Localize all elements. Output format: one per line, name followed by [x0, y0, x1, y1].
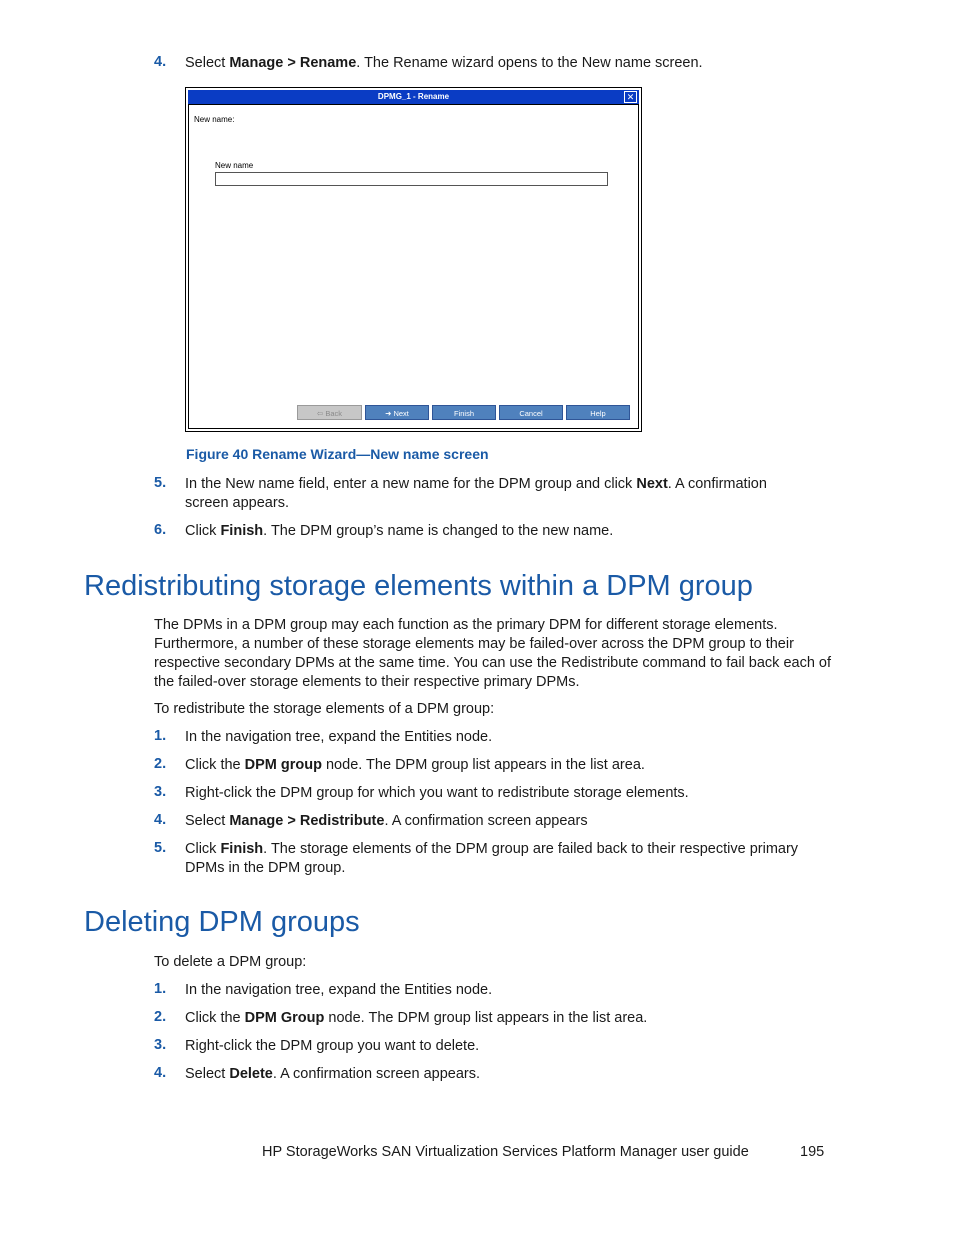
- step-number: 3.: [154, 1037, 167, 1053]
- back-arrow-icon: ⇦: [316, 409, 326, 418]
- step-text: Click Finish. The storage elements of the DPM group are failed back to their respective primary DPMs in the DPM group.: [185, 841, 799, 876]
- step-number: 1.: [154, 728, 167, 744]
- step-text: In the navigation tree, expand the Entities node.: [185, 729, 493, 745]
- new-name-input[interactable]: [215, 172, 608, 186]
- step-text: Right-click the DPM group for which you want to redistribute storage elements.: [185, 785, 689, 801]
- cancel-button[interactable]: Cancel: [499, 405, 563, 420]
- next-arrow-icon: ➜: [385, 409, 394, 418]
- step-text: Click the DPM Group node. The DPM group list appears in the list area.: [185, 1010, 648, 1026]
- step-number: 3.: [154, 784, 167, 800]
- step-number: 4.: [154, 812, 167, 828]
- step-text: In the New name field, enter a new name for the DPM group and click Next. A confirmation screen appears.: [185, 476, 767, 511]
- page-number: 195: [800, 1144, 825, 1160]
- step-text: Select Manage > Redistribute. A confirmation screen appears: [185, 813, 588, 829]
- wizard-heading-label: New name:: [194, 115, 235, 124]
- wizard-title-bar: [188, 90, 639, 104]
- figure-caption: Figure 40 Rename Wizard—New name screen: [186, 446, 489, 462]
- section-paragraph: The DPMs in a DPM group may each function as the primary DPM for different storage elements. Furthermore, a number of these storage elements may be failed-over across the DPM group to their respective secondary DPMs at the same time. You can use the Redistribute command to fail back each of the failed-over storage elements to their respective primary DPMs.: [154, 617, 832, 690]
- section-intro: To redistribute the storage elements of a DPM group:: [154, 701, 495, 717]
- step-number: 2.: [154, 1009, 167, 1025]
- step-number: 2.: [154, 756, 167, 772]
- step-number: 4.: [154, 54, 167, 70]
- step-text: Click Finish. The DPM group’s name is changed to the new name.: [185, 523, 614, 539]
- step-text: Right-click the DPM group you want to delete.: [185, 1038, 480, 1054]
- step-number: 5.: [154, 475, 167, 491]
- wizard-title: DPMG_1 - Rename: [377, 92, 450, 101]
- finish-button[interactable]: Finish: [432, 405, 496, 420]
- footer-title: HP StorageWorks SAN Virtualization Services Platform Manager user guide: [262, 1144, 749, 1160]
- back-button[interactable]: ⇦ Back: [297, 405, 362, 420]
- step-number: 5.: [154, 840, 167, 856]
- step-number: 1.: [154, 981, 167, 997]
- section-heading: Redistributing storage elements within a DPM group: [84, 570, 753, 602]
- wizard-body: [188, 104, 639, 429]
- next-button[interactable]: ➜ Next: [365, 405, 429, 420]
- rename-wizard-window: [185, 87, 642, 432]
- step-text: In the navigation tree, expand the Entities node.: [185, 982, 493, 998]
- section-intro: To delete a DPM group:: [154, 954, 307, 970]
- step-text: Select Delete. A confirmation screen appears.: [185, 1066, 481, 1082]
- help-button[interactable]: Help: [566, 405, 630, 420]
- step-number: 4.: [154, 1065, 167, 1081]
- new-name-label: New name: [215, 161, 254, 170]
- step-number: 6.: [154, 522, 167, 538]
- step-text: Select Manage > Rename. The Rename wizard opens to the New name screen.: [185, 55, 703, 71]
- section-heading: Deleting DPM groups: [84, 906, 360, 938]
- step-text: Click the DPM group node. The DPM group list appears in the list area.: [185, 757, 645, 773]
- close-icon[interactable]: ✕: [624, 91, 637, 103]
